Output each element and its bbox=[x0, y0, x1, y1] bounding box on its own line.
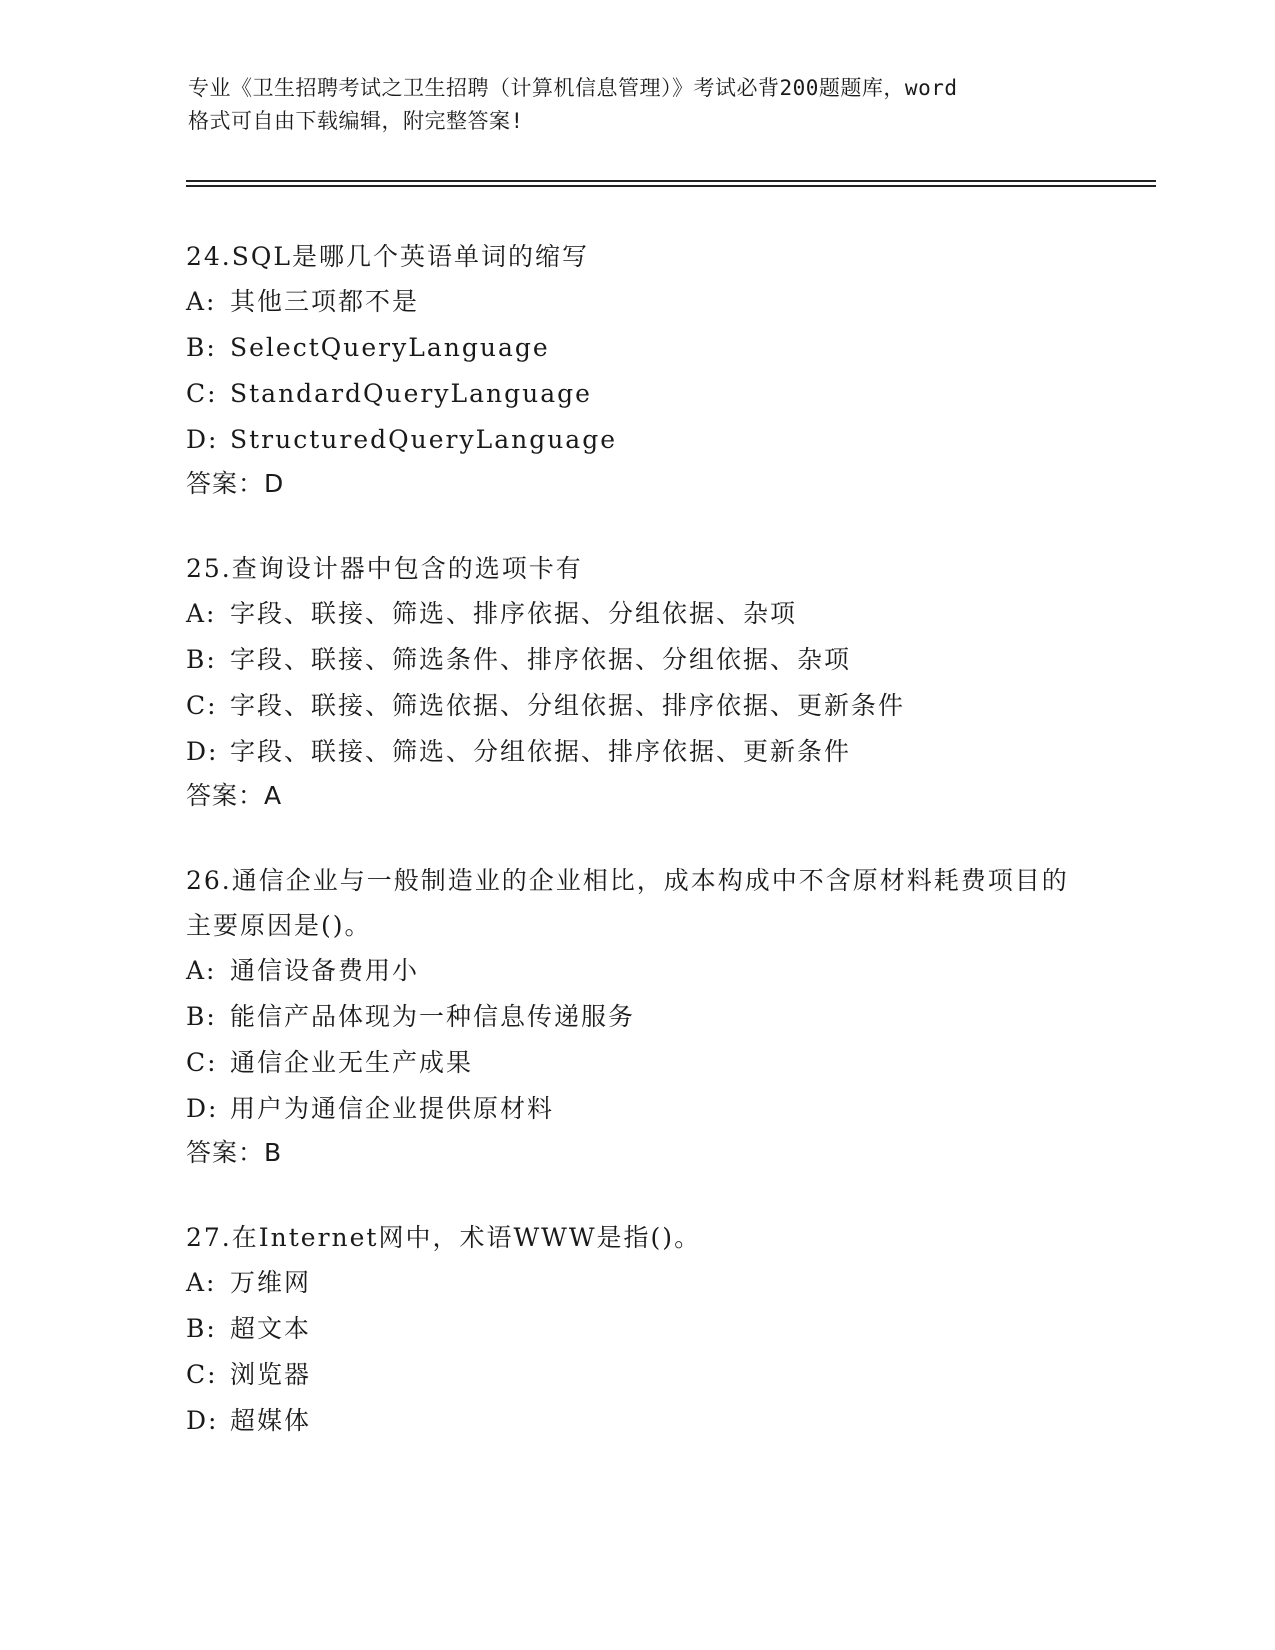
question-25 bbox=[186, 546, 1086, 817]
option-letter: B: bbox=[186, 1314, 217, 1343]
question-stem: 26.通信企业与一般制造业的企业相比，成本构成中不含原材料耗费项目的主要原因是()。 bbox=[186, 866, 1069, 940]
option-letter: C: bbox=[186, 1048, 218, 1077]
option-c bbox=[186, 683, 1086, 729]
option-d bbox=[186, 729, 1086, 775]
question-27 bbox=[186, 1215, 1086, 1444]
answer-line: 答案：D bbox=[186, 469, 285, 498]
option-letter: A: bbox=[186, 287, 217, 316]
option-letter: D: bbox=[186, 425, 219, 454]
option-letter: A: bbox=[186, 599, 217, 628]
option-text: 能信产品体现为一种信息传递服务 bbox=[230, 1002, 636, 1031]
option-c bbox=[186, 371, 1086, 417]
option-b bbox=[186, 994, 1086, 1040]
option-text: 字段、联接、筛选条件、排序依据、分组依据、杂项 bbox=[230, 645, 852, 674]
option-a bbox=[186, 279, 1086, 325]
header-line-1: 专业《卫生招聘考试之卫生招聘（计算机信息管理）》考试必背200题题库，word bbox=[188, 76, 958, 100]
option-d bbox=[186, 1398, 1086, 1444]
option-text: StandardQueryLanguage bbox=[230, 379, 592, 408]
document-header bbox=[188, 72, 1088, 138]
header-line-2: 格式可自由下载编辑，附完整答案! bbox=[188, 109, 524, 133]
option-b bbox=[186, 1306, 1086, 1352]
option-text: 通信设备费用小 bbox=[230, 956, 420, 985]
option-text: 超文本 bbox=[230, 1314, 312, 1343]
option-letter: C: bbox=[186, 379, 218, 408]
question-24 bbox=[186, 234, 1086, 505]
question-stem: 25.查询设计器中包含的选项卡有 bbox=[186, 554, 583, 583]
option-text: SelectQueryLanguage bbox=[230, 333, 550, 362]
option-a bbox=[186, 1260, 1086, 1306]
option-text: 通信企业无生产成果 bbox=[230, 1048, 474, 1077]
option-text: 字段、联接、筛选、分组依据、排序依据、更新条件 bbox=[230, 737, 852, 766]
option-b bbox=[186, 637, 1086, 683]
question-list bbox=[186, 234, 1086, 1485]
option-text: 字段、联接、筛选、排序依据、分组依据、杂项 bbox=[230, 599, 798, 628]
option-text: 超媒体 bbox=[230, 1406, 312, 1435]
option-text: 浏览器 bbox=[230, 1360, 312, 1389]
option-c bbox=[186, 1352, 1086, 1398]
option-a bbox=[186, 948, 1086, 994]
option-d bbox=[186, 1086, 1086, 1132]
option-d bbox=[186, 417, 1086, 463]
answer-line: 答案：B bbox=[186, 1138, 283, 1167]
option-text: StructuredQueryLanguage bbox=[230, 425, 618, 454]
option-letter: B: bbox=[186, 1002, 217, 1031]
option-letter: A: bbox=[186, 1268, 217, 1297]
option-a bbox=[186, 591, 1086, 637]
option-text: 万维网 bbox=[230, 1268, 312, 1297]
question-26 bbox=[186, 858, 1086, 1174]
header-divider-bottom bbox=[186, 185, 1156, 187]
answer-line: 答案：A bbox=[186, 781, 283, 810]
option-letter: D: bbox=[186, 737, 219, 766]
option-c bbox=[186, 1040, 1086, 1086]
option-letter: C: bbox=[186, 1360, 218, 1389]
option-b bbox=[186, 325, 1086, 371]
option-letter: B: bbox=[186, 333, 217, 362]
option-letter: A: bbox=[186, 956, 217, 985]
header-divider-top bbox=[186, 180, 1156, 182]
option-text: 用户为通信企业提供原材料 bbox=[230, 1094, 555, 1123]
option-text: 其他三项都不是 bbox=[230, 287, 420, 316]
option-letter: D: bbox=[186, 1406, 219, 1435]
question-stem: 27.在Internet网中，术语WWW是指()。 bbox=[186, 1223, 702, 1252]
option-text: 字段、联接、筛选依据、分组依据、排序依据、更新条件 bbox=[230, 691, 906, 720]
option-letter: B: bbox=[186, 645, 217, 674]
question-stem: 24.SQL是哪几个英语单词的缩写 bbox=[186, 242, 589, 271]
option-letter: D: bbox=[186, 1094, 219, 1123]
option-letter: C: bbox=[186, 691, 218, 720]
